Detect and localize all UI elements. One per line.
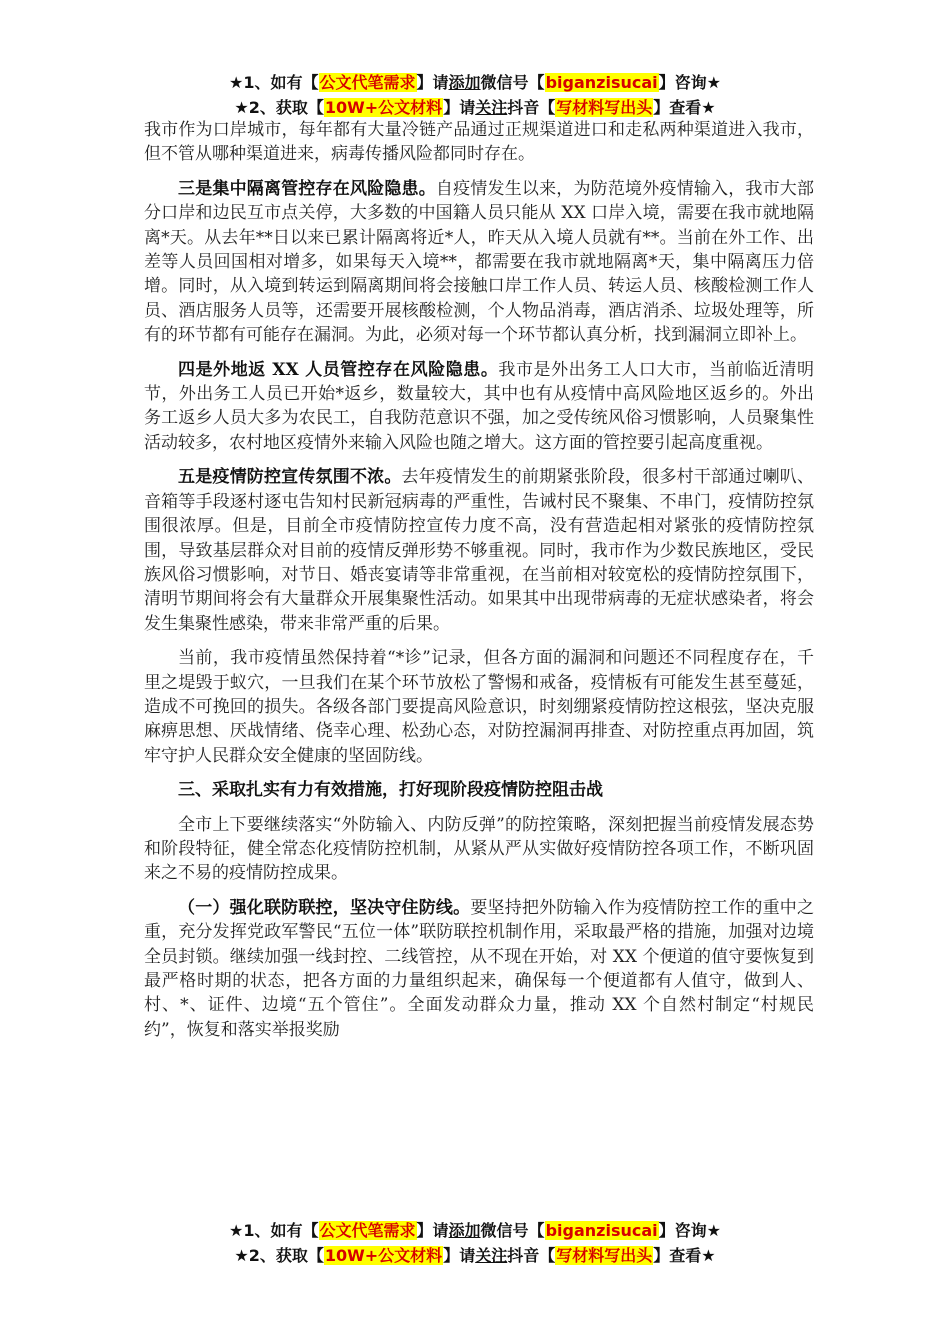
paragraph: 全市上下要继续落实“外防输入、内防反弹”的防控策略，深刻把握当前疫情发展态势和阶段特征，健全常态化疫情防控机制，从紧从严从实做好疫情防控各项工作，不断巩固来之不易的疫情防控成果。 [144, 814, 814, 884]
banner-line-1 [0, 70, 950, 95]
banner-text: 】咨询★ [658, 73, 721, 92]
banner-text: 】请 [416, 73, 449, 92]
paragraph-lead: 四是外地返 XX 人员管控存在风险隐患。 [178, 359, 499, 380]
header-banner [0, 70, 950, 120]
banner-highlight: 公文代笔需求 [319, 73, 416, 92]
paragraph-lead: （一）强化联防联控，坚决守住防线。 [178, 897, 471, 918]
paragraph-lead: 三是集中隔离管控存在风险隐患。 [178, 178, 436, 199]
banner-text: 微信号【 [480, 73, 545, 92]
paragraph [144, 177, 814, 348]
banner-text: 】查看★ [653, 98, 716, 117]
paragraph-text: 我市是外出务工人口大市，当前临近清明节，外出务工人员已开始*返乡，数量较大，其中也有从疫情中高风险地区返乡的。外出务工返乡人员大多为农民工，自我防范意识不强，加之受传统风俗习惯影响，人员聚集性活动较多，农村地区疫情外来输入风险也随之增大。这方面的管控要引起高度重视。 [144, 359, 814, 453]
banner-text: 】请 [443, 1246, 476, 1265]
footer-banner [0, 1218, 950, 1268]
banner-text: 微信号【 [480, 1221, 545, 1240]
document-body [144, 118, 814, 1052]
banner-line-2 [0, 95, 950, 120]
paragraph-lead: 五是疫情防控宣传氛围不浓。 [178, 467, 402, 488]
banner-text: 】请 [416, 1221, 449, 1240]
banner-highlight: biganzisucai [545, 1221, 658, 1240]
banner-underline: 关注 [475, 98, 508, 117]
banner-highlight: 10W+公文材料 [324, 98, 443, 117]
banner-text: 】请 [443, 98, 476, 117]
banner-line-1 [0, 1218, 950, 1243]
paragraph: 我市作为口岸城市，每年都有大量冷链产品通过正规渠道进口和走私两种渠道进入我市，但不管从哪种渠道进来，病毒传播风险都同时存在。 [144, 120, 814, 165]
paragraph: 当前，我市疫情虽然保持着“*诊”记录，但各方面的漏洞和问题还不同程度存在，千里之堤毁于蚁穴，一旦我们在某个环节放松了警惕和戒备，疫情板有可能发生甚至蔓延，造成不可挽回的损失。各级各部门要提高风险意识，时刻绷紧疫情防控这根弦，坚决克服麻痹思想、厌战情绪、侥幸心理、松劲心态，对防控漏洞再排查、对防控重点再加固，筑牢守护人民群众安全健康的坚固防线。 [144, 648, 814, 766]
banner-underline: 添加 [448, 1221, 481, 1240]
banner-underline: 关注 [475, 1246, 508, 1265]
paragraph-text: 要坚持把外防输入作为疫情防控工作的重中之重，充分发挥党政军警民“五位一体”联防联控机制作用，采取最严格的措施，加强对边境全员封锁。继续加强一线封控、二线管控，从不现在开始，对 XX 个便道的值守要恢复到最严格时期的状态，把各方面的力量组织起来，确保每一个便道都有人值守，做到人、村、*、证件、边境“五个管住”。全面发动群众力量，推动 XX 个自然村制定“村规民约”，恢复和落实举报奖励 [144, 897, 815, 1040]
paragraph-text: 去年疫情发生的前期紧张阶段，很多村干部通过喇叭、音箱等手段逐村逐屯告知村民新冠病毒的严重性，告诫村民不聚集、不串门，疫情防控氛围很浓厚。但是，目前全市疫情防控宣传力度不高，没有营造起相对紧张的疫情防控氛围，导致基层群众对目前的疫情反弹形势不够重视。同时，我市作为少数民族地区，受民族风俗习惯影响，对节日、婚丧宴请等非常重视，在当前相对较宽松的疫情防控氛围下，清明节期间将会有大量群众开展集聚性活动。如果其中出现带病毒的无症状感染者，将会发生集聚性感染，带来非常严重的后果。 [144, 467, 815, 634]
paragraph-text: 自疫情发生以来，为防范境外疫情输入，我市大部分口岸和边民互市点关停，大多数的中国籍人员只能从 XX 口岸入境，需要在我市就地隔离*天。从去年**日以来已累计隔离将近*人，昨天从入境人员就有**。当前在外工作、出差等人员回国相对增多，如果每天入境**，都需要在我市就地隔离*天，集中隔离压力倍增。同时，从入境到转运到隔离期间将会接触口岸工作人员、转运人员、核酸检测工作人员、酒店服务人员等，还需要开展核酸检测，个人物品消毒，酒店消杀、垃圾处理等，所有的环节都有可能存在漏洞。为此，必须对每一个环节都认真分析，找到漏洞立即补上。 [144, 178, 815, 346]
banner-highlight: 公文代笔需求 [319, 1221, 416, 1240]
banner-text: ★2、获取【 [234, 98, 324, 117]
banner-text: 抖音【 [507, 98, 556, 117]
section-heading: 三、采取扎实有力有效措施，打好现阶段疫情防控阻击战 [178, 780, 603, 801]
banner-text: 抖音【 [507, 1246, 556, 1265]
banner-text: ★2、获取【 [234, 1246, 324, 1265]
banner-text: ★1、如有【 [229, 1221, 319, 1240]
banner-highlight: biganzisucai [545, 73, 658, 92]
banner-text: 】查看★ [653, 1246, 716, 1265]
banner-underline: 添加 [448, 73, 481, 92]
paragraph [144, 465, 814, 636]
banner-text: 】咨询★ [658, 1221, 721, 1240]
banner-line-2 [0, 1243, 950, 1268]
banner-highlight: 10W+公文材料 [324, 1246, 443, 1265]
banner-highlight: 写材料写出头 [556, 1246, 653, 1265]
banner-highlight: 写材料写出头 [556, 98, 653, 117]
banner-text: ★1、如有【 [229, 73, 319, 92]
paragraph [144, 358, 814, 456]
paragraph [144, 896, 814, 1042]
